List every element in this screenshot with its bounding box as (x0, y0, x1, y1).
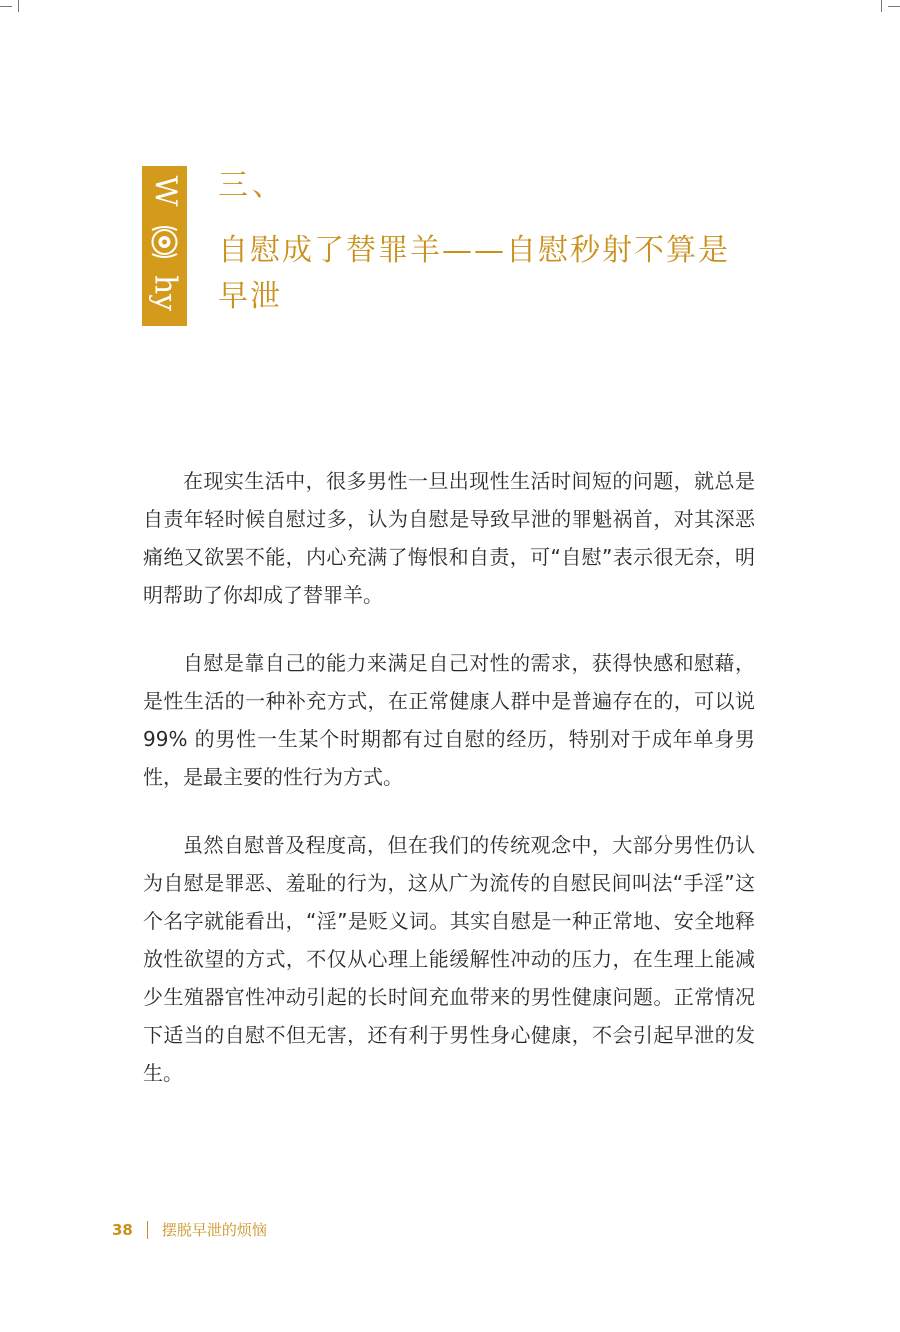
crop-mark (881, 0, 882, 12)
section-number: 三、 (218, 168, 286, 203)
paragraph: 自慰是靠自己的能力来满足自己对性的需求，获得快感和慰藉，是性生活的一种补充方式，在正常健康人群中是普遍存在的，可以说 99% 的男性一生某个时期都有过自慰的经历，特别对于成年单身男性，是最主要的性行为方式。 (143, 651, 755, 789)
badge-letters: hy (147, 274, 183, 312)
body-text (143, 462, 755, 1122)
paragraph: 在现实生活中，很多男性一旦出现性生活时间短的问题，就总是自责年轻时候自慰过多，认为自慰是导致早泄的罪魁祸首，对其深恶痛绝又欲罢不能，内心充满了悔恨和自责，可“自慰”表示很无奈，明明帮助了你却成了替罪羊。 (143, 469, 755, 607)
paragraph: 虽然自慰普及程度高，但在我们的传统观念中，大部分男性仍认为自慰是罪恶、羞耻的行为，这从广为流传的自慰民间叫法“手淫”这个名字就能看出，“淫”是贬义词。其实自慰是一种正常地、安全地释放性欲望的方式，不仅从心理上能缓解性冲动的压力，在生理上能减少生殖器官性冲动引起的长时间充血带来的男性健康问题。正常情况下适当的自慰不但无害，还有利于男性身心健康，不会引起早泄的发生。 (143, 833, 755, 1085)
page-number: 38 (112, 1221, 133, 1239)
section-title: 自慰成了替罪羊——自慰秒射不算是早泄 (218, 233, 730, 314)
ornamental-emblem-icon (149, 222, 180, 262)
crop-mark (18, 0, 19, 12)
footer-divider (147, 1221, 148, 1239)
crop-mark (0, 6, 12, 7)
page-footer (112, 1218, 267, 1242)
crop-mark (888, 6, 900, 7)
book-title: 摆脱早泄的烦恼 (161, 1221, 267, 1239)
section-badge (142, 166, 187, 326)
badge-letter: W (147, 175, 183, 207)
